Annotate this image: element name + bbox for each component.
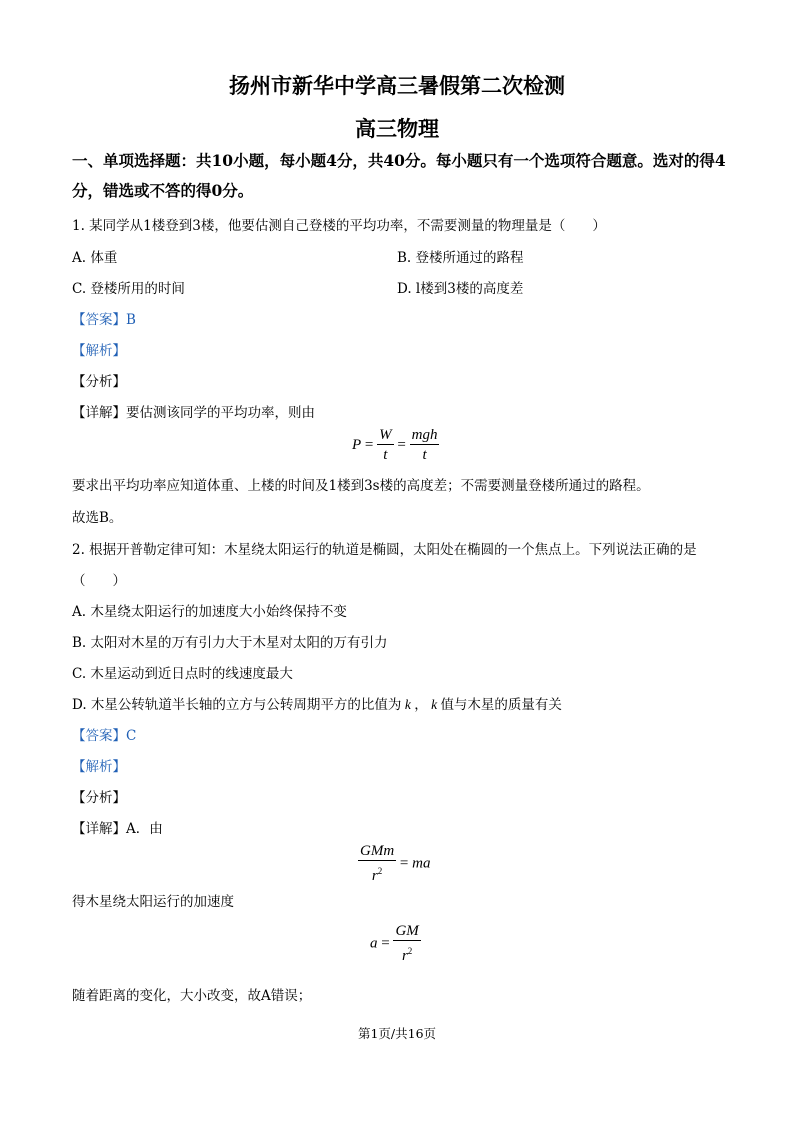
q2-jiexi: 【解析】 bbox=[72, 759, 126, 775]
q2-gravity-formula: $\frac{\text{GMm}}{r^2}$ = ma bbox=[360, 843, 431, 884]
q1-answer-text: 【答案】B bbox=[72, 312, 136, 328]
q2-answer bbox=[72, 724, 136, 744]
q1-power-formula: P = $\frac{W}{t}$ = $\frac{\text{mgh}}{t}$ bbox=[352, 427, 438, 463]
q1-stem: 1. 某同学从1楼登到3楼，他要估测自己登楼的平均功率，不需要测量的物理量是（ ） bbox=[72, 218, 606, 234]
q2-stem-line1: 2. 根据开普勒定律可知：木星绕太阳运行的轨道是椭圆，太阳处在椭圆的一个焦点上。下列说法正确的是 bbox=[72, 542, 697, 558]
q1-option-b: B. 登楼所通过的路程 bbox=[397, 250, 524, 266]
q1-conclusion: 要求出平均功率应知道体重、上楼的时间及1楼到3s楼的高度差；不需要测量登楼所通过的路程。 bbox=[72, 478, 650, 494]
q2-detail: 【详解】A．由 bbox=[72, 821, 163, 837]
q2-conclusion: 随着距离的变化，大小改变，故A错误； bbox=[72, 988, 312, 1004]
q2-option-d-post: 值与木星的质量有关 bbox=[440, 697, 562, 713]
q1-jiexi: 【解析】 bbox=[72, 343, 126, 359]
q1-option-d: D. l楼到3楼的高度差 bbox=[397, 281, 524, 297]
q1-option-c: C. 登楼所用的时间 bbox=[72, 281, 185, 297]
section-heading: 一、单项选择题：共10小题，每小题4分，共40分。每小题只有一个选项符合题意。选对的得4分，错选或不答的得0分。 bbox=[72, 151, 726, 200]
q1-final: 故选B。 bbox=[72, 510, 123, 526]
q2-option-d: D. 木星公转轨道半长轴的立方与公转周期平方的比值为 k ， k 值与木星的质量有关 bbox=[72, 697, 562, 713]
exam-title: 扬州市新华中学高三暑假第二次检测 bbox=[229, 73, 565, 98]
q2-accel-text: 得木星绕太阳运行的加速度 bbox=[72, 894, 234, 910]
q2-option-b: B. 太阳对木星的万有引力大于木星对太阳的万有引力 bbox=[72, 635, 388, 651]
q2-option-a: A. 木星绕太阳运行的加速度大小始终保持不变 bbox=[72, 604, 347, 620]
q1-fenxi: 【分析】 bbox=[72, 374, 126, 390]
q2-fenxi: 【分析】 bbox=[72, 790, 126, 806]
q1-detail: 【详解】要估测该同学的平均功率，则由 bbox=[72, 405, 315, 421]
page-number: 第1页/共16页 bbox=[357, 1026, 437, 1041]
q2-option-c: C. 木星运动到近日点时的线速度最大 bbox=[72, 666, 293, 682]
q2-option-d-pre: D. 木星公转轨道半长轴的立方与公转周期平方的比值为 bbox=[72, 697, 402, 713]
q1-answer bbox=[72, 308, 136, 328]
q2-accel-formula: a = $\frac{GM}{r^2}$ bbox=[370, 923, 419, 964]
q2-stem-line2: （ ） bbox=[72, 573, 126, 589]
exam-subject: 高三物理 bbox=[355, 116, 439, 141]
q2-answer-text: 【答案】C bbox=[72, 728, 137, 744]
q2-option-d-mid: ， bbox=[414, 697, 428, 713]
q1-option-a: A. 体重 bbox=[72, 250, 118, 266]
